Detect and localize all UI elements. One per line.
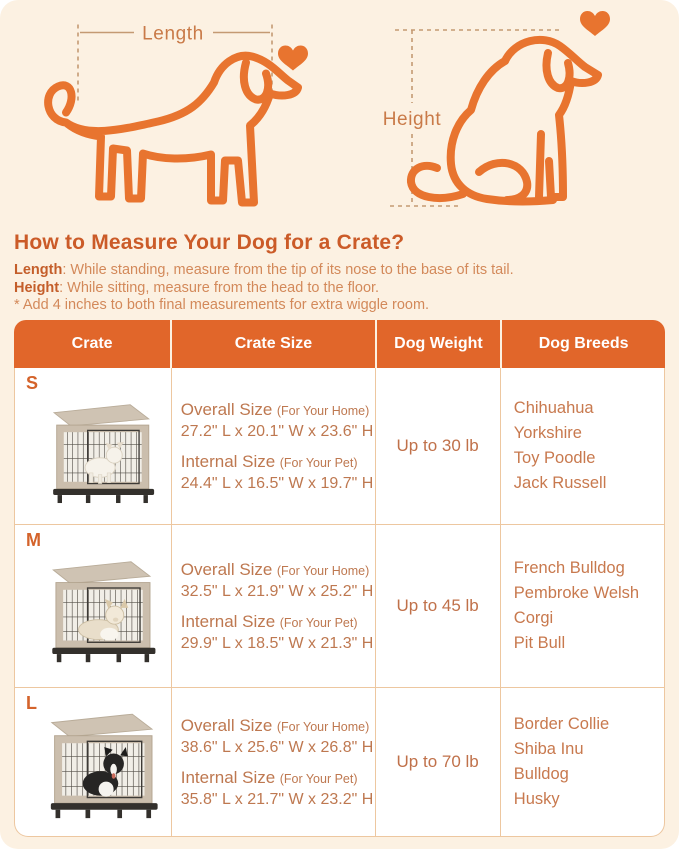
overall-size-label: Overall Size (180, 715, 273, 735)
overall-size-group (181, 400, 375, 441)
overall-size-label: Overall Size (180, 559, 273, 579)
internal-size-group (181, 612, 375, 653)
internal-size-note: (For Your Pet) (279, 771, 358, 786)
breed-item: Toy Poodle (513, 449, 596, 467)
crate-size-cell-m (171, 525, 375, 687)
crate-photo-large (26, 702, 160, 820)
header-crate-size: Crate Size (170, 320, 374, 368)
header-dog-weight: Dog Weight (375, 320, 501, 368)
crate-size-cell-s (171, 368, 375, 524)
overall-size-note: (For Your Home) (276, 403, 370, 418)
table-row-large (15, 687, 664, 836)
overall-dimensions: 38.6" L x 25.6" W x 26.8" H (180, 738, 374, 756)
internal-size-group (181, 452, 375, 493)
crate-cell-m (15, 525, 171, 687)
overall-dimensions: 32.5" L x 21.9" W x 25.2" H (180, 582, 374, 600)
internal-size-note: (For Your Pet) (279, 455, 358, 470)
table-header-row (14, 320, 665, 368)
size-code-m: M (26, 530, 41, 550)
table-row-medium (15, 524, 664, 687)
overall-dimensions: 27.2" L x 20.1" W x 23.6" H (180, 422, 374, 440)
internal-size-note: (For Your Pet) (279, 615, 358, 630)
internal-dimensions: 29.9" L x 18.5" W x 21.3" H (180, 634, 374, 652)
size-code-s: S (26, 373, 39, 393)
height-term: Height (14, 279, 60, 296)
internal-dimensions: 35.8" L x 21.7" W x 23.2" H (180, 790, 374, 808)
overall-size-note: (For Your Home) (276, 719, 370, 734)
overall-size-group (181, 560, 375, 601)
length-measurement-diagram (30, 14, 310, 219)
breed-item: Pit Bull (513, 634, 566, 652)
breed-item: French Bulldog (513, 559, 625, 577)
header-dog-breeds: Dog Breeds (500, 320, 665, 368)
table-body (14, 368, 665, 837)
height-measurement-diagram (355, 6, 635, 218)
crate-cell-s (15, 368, 171, 524)
height-instruction-text: : While sitting, measure from the head to the floor. (59, 279, 380, 296)
standing-dog-outline-icon (48, 56, 298, 203)
length-term: Length (14, 262, 63, 278)
overall-size-note: (For Your Home) (276, 563, 370, 578)
size-code-l: L (26, 693, 37, 713)
dog-weight-cell-l: Up to 70 lb (375, 688, 500, 836)
crate-size-cell-l (171, 688, 375, 836)
dog-breeds-cell-m (500, 525, 664, 687)
breed-item: Husky (513, 790, 560, 808)
breed-item: Border Collie (513, 715, 610, 733)
wiggle-room-note: * Add 4 inches to both final measurements for extra wiggle room. (14, 297, 430, 313)
dog-breeds-cell-l (500, 688, 664, 836)
internal-size-group (181, 768, 375, 809)
height-label: Height (382, 109, 442, 130)
height-instruction (14, 280, 665, 298)
internal-size-label: Internal Size (180, 451, 276, 471)
breed-item: Yorkshire (513, 424, 582, 442)
crate-photo-medium (29, 550, 157, 664)
overall-size-group (181, 716, 375, 757)
page-title: How to Measure Your Dog for a Crate? (14, 231, 405, 254)
instructions-block (14, 231, 665, 315)
length-label: Length (142, 23, 204, 45)
internal-size-label: Internal Size (180, 767, 276, 787)
breed-item: Bulldog (513, 765, 569, 783)
table-row-small (15, 368, 664, 524)
length-instruction (14, 262, 665, 280)
dog-weight-cell-s: Up to 30 lb (375, 368, 500, 524)
dog-breeds-cell-s (500, 368, 664, 524)
overall-size-label: Overall Size (180, 399, 273, 419)
breed-item: Jack Russell (513, 474, 607, 492)
header-crate: Crate (71, 335, 113, 352)
length-instruction-text: : While standing, measure from the tip of its nose to the base of its tail. (62, 262, 514, 278)
breed-item: Pembroke Welsh Corgi (513, 584, 640, 627)
crate-photo-small (31, 393, 155, 505)
internal-size-label: Internal Size (180, 611, 276, 631)
crate-cell-l (15, 688, 171, 836)
internal-dimensions: 24.4" L x 16.5" W x 19.7" H (180, 474, 374, 492)
breed-item: Chihuahua (513, 399, 594, 417)
heart-icon (580, 11, 610, 36)
breed-item: Shiba Inu (513, 740, 584, 758)
heart-icon (278, 45, 308, 70)
dog-weight-cell-m: Up to 45 lb (375, 525, 500, 687)
crate-size-table (14, 320, 665, 837)
